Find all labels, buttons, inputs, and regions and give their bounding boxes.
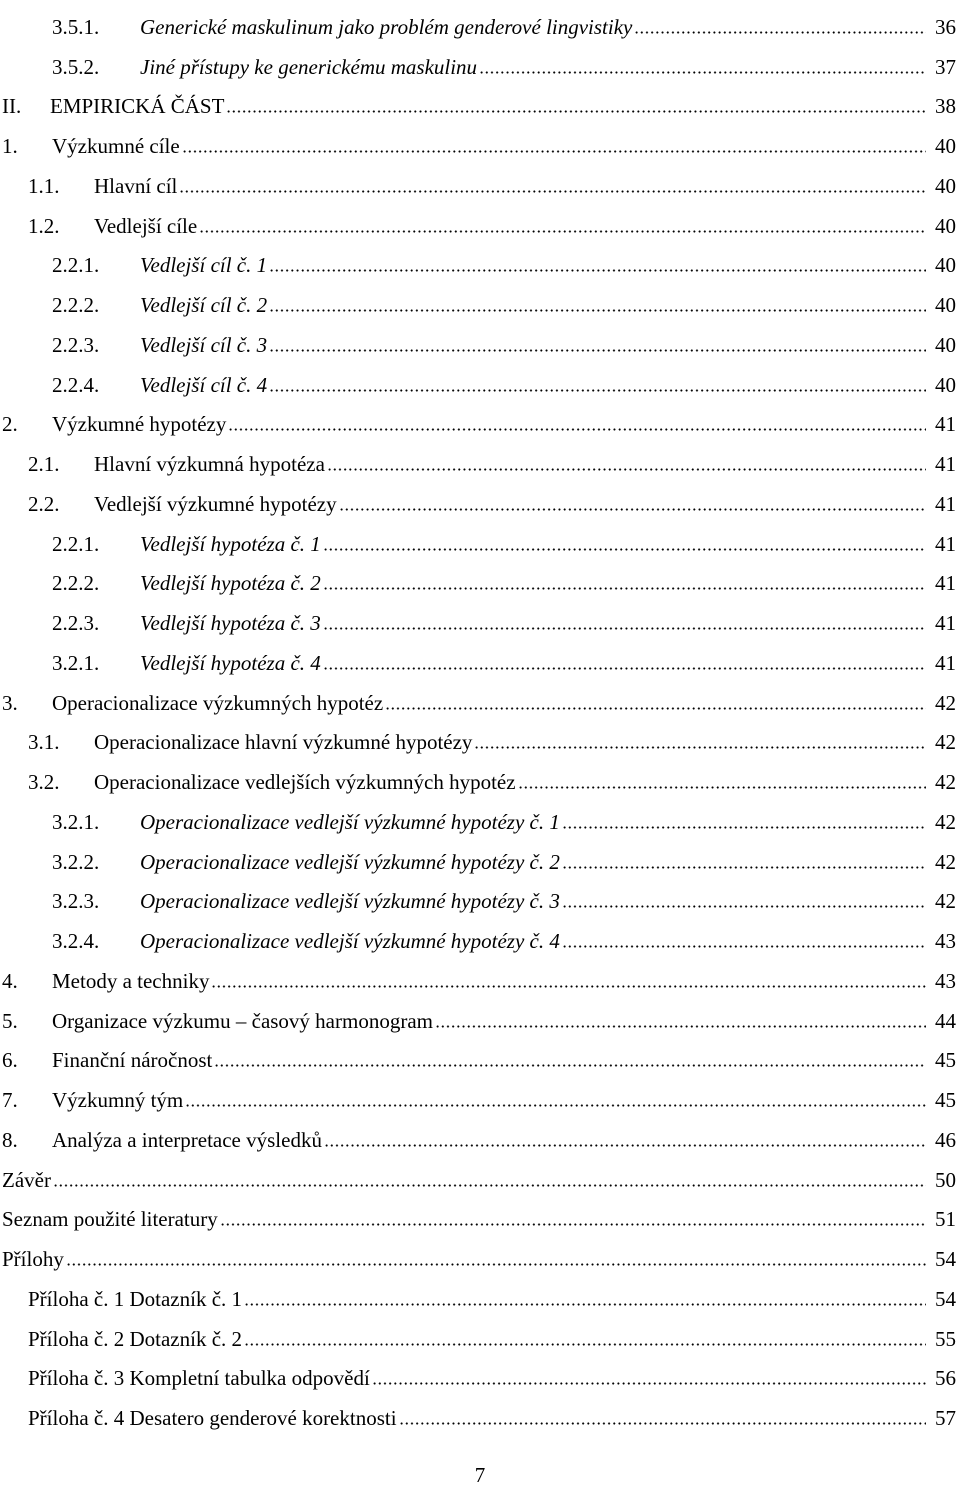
toc-entry-number: 2.2.3. — [52, 611, 100, 635]
toc-entry-title: Jiné přístupy ke generickému maskulinu — [140, 54, 478, 79]
toc-entry-page: 45 — [935, 1048, 956, 1073]
toc-entry-title: EMPIRICKÁ ČÁST — [50, 94, 225, 119]
toc-entry-title: Vedlejší výzkumné hypotézy — [94, 491, 337, 516]
toc-entry-page: 40 — [935, 253, 956, 278]
toc-entry-title: Příloha č. 2 Dotazník č. 2 — [28, 1326, 243, 1351]
page-number: 7 — [474, 1463, 486, 1487]
toc-entry-number: 2.2.1. — [52, 531, 100, 556]
toc-entry[interactable] — [0, 914, 960, 954]
toc-entry-title: Operacionalizace výzkumných hypotéz — [52, 690, 384, 715]
toc-entry[interactable] — [0, 1073, 960, 1113]
toc-entry[interactable] — [0, 517, 960, 557]
toc-entry-number: 3.2.4. — [52, 929, 100, 953]
toc-dot-leader — [327, 468, 926, 471]
toc-dot-leader — [323, 627, 926, 630]
toc-entry-page: 41 — [935, 491, 956, 516]
toc-entry-page: 40 — [935, 372, 956, 397]
toc-dot-leader — [324, 1144, 926, 1147]
toc-entry-number: 3.2. — [28, 770, 60, 794]
toc-entry[interactable] — [0, 875, 960, 915]
toc-entry-number: 1.1. — [28, 173, 60, 198]
toc-entry-number: 2.2.2. — [52, 293, 100, 317]
toc-entry-page: 41 — [935, 452, 956, 476]
toc-entry-page: 44 — [935, 1008, 956, 1033]
toc-entry[interactable] — [0, 1391, 960, 1431]
toc-entry[interactable] — [0, 0, 960, 40]
toc-entry-number: 3.2.3. — [52, 889, 100, 914]
toc-dot-leader — [518, 786, 926, 789]
toc-entry[interactable] — [0, 954, 960, 994]
toc-entry-page: 40 — [935, 213, 956, 238]
toc-entry[interactable] — [0, 1034, 960, 1074]
toc-entry[interactable] — [0, 278, 960, 318]
toc-entry-number: 6. — [2, 1048, 18, 1073]
toc-entry-title: Vedlejší cíle — [94, 213, 198, 238]
toc-entry-number: 4. — [2, 968, 18, 993]
toc-entry[interactable] — [0, 795, 960, 835]
toc-dot-leader — [634, 31, 926, 34]
toc-entry[interactable] — [0, 1312, 960, 1352]
toc-entry[interactable] — [0, 1272, 960, 1312]
toc-entry[interactable] — [0, 1232, 960, 1272]
toc-entry-page: 51 — [935, 1207, 956, 1232]
toc-entry-number: 7. — [2, 1088, 18, 1112]
toc-dot-leader — [199, 230, 926, 233]
toc-dot-leader — [182, 150, 926, 153]
toc-entry-page: 42 — [935, 849, 956, 874]
toc-entry-number: 5. — [2, 1008, 18, 1033]
toc-entry-title: Operacionalizace vedlejší výzkumné hypotézy č. 1 — [140, 809, 560, 834]
toc-entry-number: 2.2.2. — [52, 571, 100, 596]
toc-entry-page: 55 — [935, 1326, 956, 1351]
toc-entry-title: Operacionalizace vedlejší výzkumné hypotézy č. 4 — [140, 929, 560, 953]
toc-entry-page: 56 — [935, 1366, 956, 1391]
toc-entry[interactable] — [0, 1153, 960, 1193]
toc-entry-title: Výzkumné cíle — [52, 134, 180, 158]
toc-entry-number: 2.2.3. — [52, 332, 100, 357]
toc-entry-title: Finanční náročnost — [52, 1048, 213, 1073]
toc-entry-number: 3.2.1. — [52, 809, 100, 834]
toc-entry-page: 41 — [935, 650, 956, 675]
toc-entry-title: Operacionalizace vedlejších výzkumných hypotéz — [94, 770, 516, 794]
toc-entry-title: Přílohy — [2, 1247, 64, 1271]
toc-entry-page: 40 — [935, 332, 956, 357]
toc-dot-leader — [53, 1184, 926, 1187]
toc-dot-leader — [244, 1303, 926, 1306]
toc-dot-leader — [339, 508, 926, 511]
toc-entry-number: 2.1. — [28, 452, 60, 476]
toc-entry[interactable] — [0, 1193, 960, 1233]
toc-dot-leader — [474, 746, 926, 749]
toc-entry-number: 3.2.2. — [52, 849, 100, 874]
toc-entry-page: 46 — [935, 1127, 956, 1152]
toc-entry-number: II. — [2, 94, 22, 119]
toc-entry[interactable] — [0, 676, 960, 716]
toc-entry-title: Seznam použité literatury — [2, 1207, 218, 1232]
toc-entry-title: Vedlejší cíl č. 4 — [140, 372, 268, 397]
toc-entry[interactable] — [0, 835, 960, 875]
toc-entry-page: 38 — [935, 94, 956, 119]
toc-dot-leader — [226, 110, 926, 113]
toc-entry[interactable] — [0, 239, 960, 279]
toc-entry-title: Vedlejší cíl č. 2 — [140, 293, 268, 317]
toc-entry[interactable] — [0, 557, 960, 597]
toc-entry[interactable] — [0, 119, 960, 159]
toc-entry-page: 41 — [935, 571, 956, 596]
toc-entry-page: 42 — [935, 809, 956, 834]
toc-entry-page: 50 — [935, 1167, 956, 1192]
toc-dot-leader — [269, 389, 926, 392]
toc-entry-title: Vedlejší cíl č. 3 — [140, 332, 268, 357]
toc-entry-title: Výzkumné hypotézy — [52, 412, 227, 437]
toc-entry-page: 43 — [935, 968, 956, 993]
toc-dot-leader — [435, 1025, 926, 1028]
toc-dot-leader — [562, 826, 926, 829]
toc-entry-number: 2. — [2, 412, 18, 437]
toc-entry-title: Vedlejší cíl č. 1 — [140, 253, 268, 278]
toc-entry[interactable] — [0, 199, 960, 239]
toc-dot-leader — [562, 905, 926, 908]
toc-entry-title: Vedlejší hypotéza č. 1 — [140, 531, 321, 556]
toc-entry-page: 36 — [935, 14, 956, 39]
toc-dot-leader — [479, 71, 926, 74]
toc-dot-leader — [269, 309, 926, 312]
toc-dot-leader — [323, 667, 926, 670]
toc-entry[interactable] — [0, 994, 960, 1034]
toc-entry[interactable] — [0, 636, 960, 676]
toc-entry-title: Organizace výzkumu – časový harmonogram — [52, 1008, 433, 1033]
toc-dot-leader — [323, 587, 926, 590]
toc-entry[interactable] — [0, 159, 960, 199]
toc-entry-title: Příloha č. 1 Dotazník č. 1 — [28, 1286, 243, 1311]
toc-entry-number: 2.2. — [28, 491, 60, 516]
toc-entry[interactable] — [0, 1113, 960, 1153]
toc-entry-number: 1. — [2, 134, 18, 158]
toc-entry-page: 37 — [935, 54, 956, 79]
toc-entry-title: Závěr — [2, 1167, 51, 1192]
toc-dot-leader — [399, 1422, 926, 1425]
toc-entry[interactable] — [0, 318, 960, 358]
toc-entry[interactable] — [0, 398, 960, 438]
toc-dot-leader — [244, 1343, 926, 1346]
toc-entry[interactable] — [0, 80, 960, 120]
toc-entry-page: 42 — [935, 730, 956, 755]
toc-entry-page: 40 — [935, 134, 956, 158]
toc-dot-leader — [269, 269, 926, 272]
toc-entry-title: Výzkumný tým — [52, 1088, 184, 1112]
toc-entry-number: 3. — [2, 690, 18, 715]
toc-entry-number: 2.2.1. — [52, 253, 100, 278]
toc-entry[interactable] — [0, 755, 960, 795]
toc-entry[interactable] — [0, 716, 960, 756]
toc-entry-title: Příloha č. 3 Kompletní tabulka odpovědí — [28, 1366, 370, 1391]
toc-dot-leader — [179, 190, 926, 193]
toc-dot-leader — [385, 707, 926, 710]
toc-entry-title: Operacionalizace hlavní výzkumné hypotézy — [94, 730, 473, 755]
toc-entry-title: Vedlejší hypotéza č. 2 — [140, 571, 321, 596]
toc-entry-title: Generické maskulinum jako problém genderové lingvistiky — [140, 14, 633, 39]
toc-entry-page: 54 — [935, 1286, 956, 1311]
toc-entry-number: 8. — [2, 1127, 18, 1152]
toc-entry-title: Vedlejší hypotéza č. 4 — [140, 650, 321, 675]
toc-entry-number: 1.2. — [28, 213, 60, 238]
toc-dot-leader — [228, 428, 926, 431]
toc-entry-title: Hlavní cíl — [94, 173, 178, 198]
toc-entry[interactable] — [0, 596, 960, 636]
toc-entry-number: 2.2.4. — [52, 372, 100, 397]
toc-dot-leader — [220, 1223, 926, 1226]
toc-dot-leader — [185, 1104, 926, 1107]
toc-entry-page: 57 — [935, 1406, 956, 1430]
toc-entry-title: Operacionalizace vedlejší výzkumné hypotézy č. 3 — [140, 889, 560, 914]
toc-entry[interactable] — [0, 437, 960, 477]
toc-entry-title: Operacionalizace vedlejší výzkumné hypotézy č. 2 — [140, 849, 560, 874]
toc-entry-number: 3.5.1. — [52, 14, 100, 39]
toc-dot-leader — [211, 985, 926, 988]
toc-entry-page: 40 — [935, 293, 956, 317]
toc-entry-page: 42 — [935, 690, 956, 715]
toc-entry-page: 41 — [935, 611, 956, 635]
toc-dot-leader — [269, 349, 926, 352]
toc-entry[interactable] — [0, 1352, 960, 1392]
toc-entry-page: 54 — [935, 1247, 956, 1271]
toc-entry-page: 42 — [935, 889, 956, 914]
toc-dot-leader — [562, 866, 926, 869]
toc-entry-number: 3.1. — [28, 730, 60, 755]
toc-entry-title: Hlavní výzkumná hypotéza — [94, 452, 325, 476]
toc-entry-page: 42 — [935, 770, 956, 794]
toc-entry[interactable] — [0, 358, 960, 398]
toc-entry-title: Analýza a interpretace výsledků — [52, 1127, 322, 1152]
toc-dot-leader — [66, 1263, 926, 1266]
toc-entry-title: Vedlejší hypotéza č. 3 — [140, 611, 321, 635]
toc-entry-page: 45 — [935, 1088, 956, 1112]
toc-entry-number: 3.5.2. — [52, 54, 100, 79]
toc-entry-page: 43 — [935, 929, 956, 953]
toc-entry[interactable] — [0, 40, 960, 80]
toc-entry-title: Metody a techniky — [52, 968, 210, 993]
toc-dot-leader — [562, 945, 926, 948]
toc-entry[interactable] — [0, 477, 960, 517]
toc-entry-page: 41 — [935, 412, 956, 437]
toc-entry-number: 3.2.1. — [52, 650, 100, 675]
toc-dot-leader — [323, 548, 926, 551]
toc-entry-title: Příloha č. 4 Desatero genderové korektnosti — [28, 1406, 397, 1430]
toc-dot-leader — [214, 1064, 926, 1067]
toc-entry-page: 41 — [935, 531, 956, 556]
toc-dot-leader — [372, 1382, 926, 1385]
toc-entry-page: 40 — [935, 173, 956, 198]
